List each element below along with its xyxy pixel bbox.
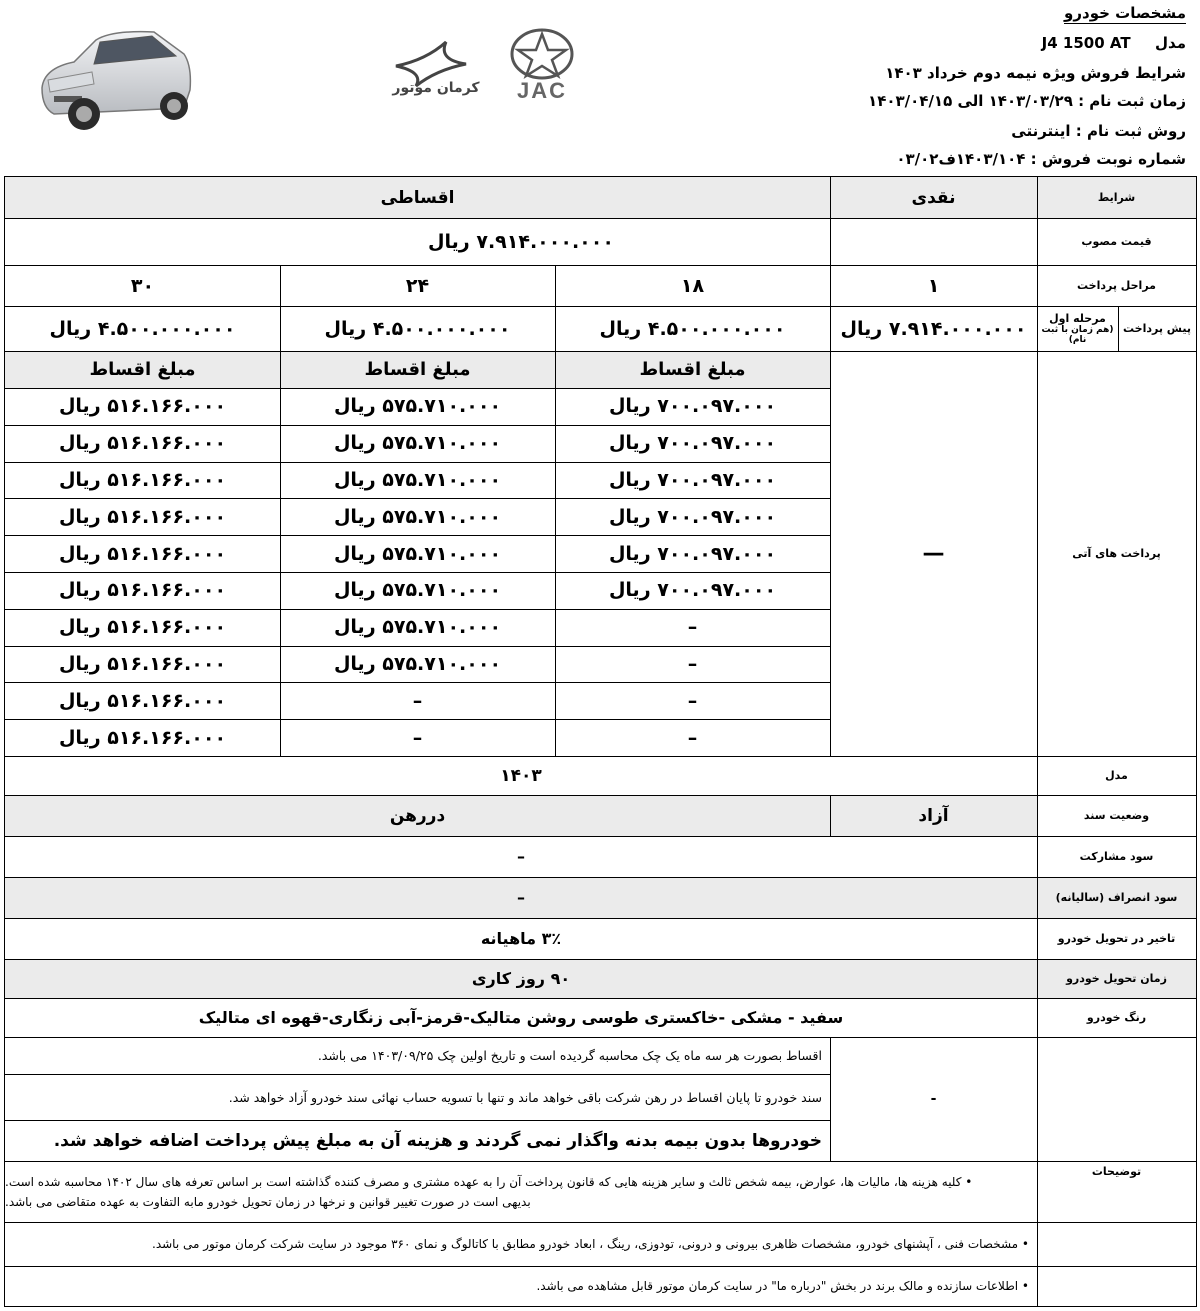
grid-line <box>5 646 830 647</box>
grid-line <box>5 498 830 499</box>
installment-amount: ۵۱۶.۱۶۶.۰۰۰ ریال <box>58 505 227 528</box>
grid-line <box>5 795 1196 796</box>
document-status-cash-cell <box>830 795 1037 836</box>
installment-amount: ۵۷۵.۷۱۰.۰۰۰ ریال <box>333 579 502 602</box>
model-year-label-cell <box>1037 756 1196 795</box>
grid-line <box>5 836 1196 837</box>
colors: سفید - مشکی -خاکستری طوسی روشن متالیک-قرمز-آبی زنگاری-قهوه ای متالیک <box>198 1008 844 1027</box>
first-stage-sub: (هم زمان با ثبت نام) <box>1041 325 1114 345</box>
installment-amount: ۷۰۰.۰۹۷.۰۰۰ ریال <box>608 542 777 565</box>
future-label: پرداخت های آتی <box>1072 547 1161 560</box>
color-label-cell <box>1037 998 1196 1037</box>
grid-line <box>830 795 831 836</box>
installment-amount: ۵۷۵.۷۱۰.۰۰۰ ریال <box>333 652 502 675</box>
model-year: ۱۴۰۳ <box>500 765 542 786</box>
installment-cell <box>555 425 830 462</box>
installment-amount: ۵۱۶.۱۶۶.۰۰۰ ریال <box>58 542 227 565</box>
cancellation-profit-label-cell <box>1037 877 1196 918</box>
installment-amount: ۵۱۶.۱۶۶.۰۰۰ ریال <box>58 726 227 749</box>
installment-amount: ۵۷۵.۷۱۰.۰۰۰ ریال <box>333 616 502 639</box>
installment-amount: – <box>687 726 698 749</box>
stage-value: ۱۸ <box>680 274 705 297</box>
approved-price: ۷.۹۱۴.۰۰۰.۰۰۰ ریال <box>428 230 614 253</box>
stage-18 <box>555 265 830 306</box>
prepayment-30 <box>5 306 280 351</box>
stage-24 <box>280 265 555 306</box>
grid-line <box>5 1037 1196 1038</box>
delivery-time-cell <box>5 959 1037 998</box>
grid-line <box>1037 177 1038 1306</box>
cancellation-profit: – <box>517 888 525 907</box>
stages-label-cell <box>1037 265 1196 306</box>
note-2: سند خودرو تا پایان اقساط در رهن شرکت باقی خواهد ماند و تنها با تسویه حساب نهائی سند خودرو آزاد خواهد شد. <box>228 1089 822 1105</box>
grid-line <box>5 535 830 536</box>
stage-30 <box>5 265 280 306</box>
installment-cell <box>5 462 280 499</box>
grid-line <box>5 719 830 720</box>
prepayment-value: ۴.۵۰۰.۰۰۰.۰۰۰ ریال <box>599 317 786 340</box>
grid-line <box>5 572 830 573</box>
installment-amount: ۵۱۶.۱۶۶.۰۰۰ ریال <box>58 689 227 712</box>
general-note-1a: • کلیه هزینه ها، مالیات ها، عوارض، بیمه شخص ثالث و سایر هزینه هایی که قانون پرداخت آن را به عهده مشتری و مصرف کننده گذاشته است بر اساس تعرفه های سال ۱۴۰۲ محاسبه شده است. <box>5 1174 973 1189</box>
cancellation-profit-label: سود انصراف (سالیانه) <box>1055 891 1178 904</box>
installment-cell <box>5 719 280 756</box>
color-label: رنگ خودرو <box>1086 1011 1147 1024</box>
installment-amount: ۵۱۶.۱۶۶.۰۰۰ ریال <box>58 468 227 491</box>
grid-line <box>5 682 830 683</box>
header-registration-time: زمان ثبت نام : ۱۴۰۳/۰۳/۲۹ الی ۱۴۰۳/۰۴/۱۵ <box>868 92 1186 110</box>
installment-cell <box>280 388 555 425</box>
installment-amount: ۷۰۰.۰۹۷.۰۰۰ ریال <box>608 395 777 418</box>
general-note-1b: بدیهی است در صورت تغییر قوانین و نرخها در زمان تحویل خودرو مابه التفاوت به عهده متقاضی می باشد. <box>5 1194 531 1209</box>
grid-line <box>5 1074 830 1075</box>
cash-future-cell <box>830 351 1037 756</box>
installment-amount: ۷۰۰.۰۹۷.۰۰۰ ریال <box>608 579 777 602</box>
delivery-time: ۹۰ روز کاری <box>471 969 571 988</box>
delivery-delay-cell <box>5 918 1037 959</box>
installment-amount: ۵۱۶.۱۶۶.۰۰۰ ریال <box>58 579 227 602</box>
grid-line <box>5 756 1196 757</box>
partnership-profit-cell <box>5 836 1037 877</box>
grid-line <box>5 918 1196 919</box>
installment-cell <box>280 535 555 572</box>
amount-header-18 <box>555 351 830 388</box>
grid-line <box>5 1161 1196 1162</box>
grid-line <box>5 351 1196 352</box>
installment-cell <box>5 572 280 609</box>
installment-cell <box>555 646 830 683</box>
installment-cell <box>280 425 555 462</box>
installment-cell <box>5 498 280 535</box>
grid-line <box>5 877 1196 878</box>
kerman-motor-logo-text: کرمان موتور <box>392 80 480 96</box>
document-status-label: وضعیت سند <box>1083 809 1150 822</box>
cash-header-cell <box>830 177 1037 218</box>
future-label-cell <box>1037 351 1196 756</box>
grid-line <box>5 998 1196 999</box>
prepayment-label: پیش پرداخت <box>1123 322 1191 335</box>
prepayment-value: ۴.۵۰۰.۰۰۰.۰۰۰ ریال <box>324 317 511 340</box>
grid-line <box>830 177 831 265</box>
grid-line <box>5 306 1196 307</box>
installment-amount: ۷۰۰.۰۹۷.۰۰۰ ریال <box>608 468 777 491</box>
installment-cell <box>5 535 280 572</box>
prepayment-24 <box>280 306 555 351</box>
notes-cash: - <box>930 1091 937 1107</box>
prepayment-cash <box>830 306 1037 351</box>
general-note-1-cell <box>5 1161 1037 1222</box>
installment-cell <box>280 462 555 499</box>
grid-line <box>555 265 556 756</box>
conditions-label-cell <box>1037 177 1196 218</box>
installment-header: اقساطی <box>380 187 455 208</box>
installment-amount: ۵۷۵.۷۱۰.۰۰۰ ریال <box>333 542 502 565</box>
installment-amount: ۵۷۵.۷۱۰.۰۰۰ ریال <box>333 505 502 528</box>
installment-cell <box>5 425 280 462</box>
installment-cell <box>555 719 830 756</box>
header-sale-conditions: شرایط فروش ویژه نیمه دوم خرداد ۱۴۰۳ <box>885 64 1186 82</box>
stage-value: ۲۴ <box>405 274 430 297</box>
amount-header: مبلغ اقساط <box>639 359 746 380</box>
partnership-profit: – <box>517 847 525 866</box>
partnership-profit-label: سود مشارکت <box>1079 850 1154 863</box>
delivery-delay: ۳٪ ماهیانه <box>480 929 562 948</box>
general-note-2: • مشخصات فنی ، آپشنهای خودرو، مشخصات ظاهری بیرونی و درونی، تودوزی، رینگ ، ابعاد خودرو مطابق با کاتالوگ و نمای ۳۶۰ موجود در سایت شرکت کرمان موتور می باشد. <box>152 1237 1029 1251</box>
grid-line <box>5 218 1196 219</box>
grid-line <box>830 1037 831 1161</box>
car-image <box>34 10 194 140</box>
first-stage-label: مرحله اول <box>1049 312 1106 325</box>
cancellation-profit-cell <box>5 877 1037 918</box>
approved-price-cell <box>5 218 1037 265</box>
prepayment-label-cell <box>1118 306 1196 351</box>
delivery-time-label: زمان تحویل خودرو <box>1066 972 1167 985</box>
stage-cash <box>830 265 1037 306</box>
cash-future: — <box>922 541 945 566</box>
colors-cell <box>5 998 1037 1037</box>
installment-cell <box>5 646 280 683</box>
approved-price-label: قیمت مصوب <box>1081 235 1152 248</box>
amount-header-30 <box>5 351 280 388</box>
installment-header-cell <box>5 177 830 218</box>
general-note-3: • اطلاعات سازنده و مالک برند در بخش "درباره ما" در سایت کرمان موتور قابل مشاهده می باشد. <box>536 1279 1029 1293</box>
cash-header: نقدی <box>911 187 956 208</box>
document-status-installment-cell <box>5 795 830 836</box>
delivery-delay-label: تاخیر در تحویل خودرو <box>1057 932 1176 945</box>
prepayment-value: ۴.۵۰۰.۰۰۰.۰۰۰ ریال <box>49 317 236 340</box>
header-model <box>1042 34 1186 52</box>
note-3-cell <box>5 1120 830 1161</box>
note-2-cell <box>5 1074 830 1120</box>
grid-line <box>830 265 831 756</box>
prepayment-18 <box>555 306 830 351</box>
kerman-motor-logo <box>386 30 486 102</box>
first-stage-cell <box>1037 306 1118 351</box>
installment-amount: ۵۱۶.۱۶۶.۰۰۰ ریال <box>58 395 227 418</box>
header-title <box>1064 4 1186 22</box>
stages-label: مراحل پرداخت <box>1077 279 1156 292</box>
model-year-cell <box>5 756 1037 795</box>
grid-line <box>280 265 281 756</box>
grid-line <box>5 1120 830 1121</box>
installment-cell <box>555 498 830 535</box>
header-registration-method: روش ثبت نام : اینترنتی <box>1011 122 1186 140</box>
amount-header: مبلغ اقساط <box>89 359 196 380</box>
header-model-value: J4 1500 AT <box>1041 34 1131 52</box>
amount-header: مبلغ اقساط <box>364 359 471 380</box>
delivery-delay-label-cell <box>1037 918 1196 959</box>
amount-header-24 <box>280 351 555 388</box>
document-status-cash: آزاد <box>918 805 949 826</box>
installment-amount: ۵۱۶.۱۶۶.۰۰۰ ریال <box>58 616 227 639</box>
installment-amount: ۵۷۵.۷۱۰.۰۰۰ ریال <box>333 432 502 455</box>
installment-amount: ۷۰۰.۰۹۷.۰۰۰ ریال <box>608 432 777 455</box>
stage-value: ۳۰ <box>130 274 155 297</box>
installment-cell <box>555 572 830 609</box>
installment-amount: ۵۱۶.۱۶۶.۰۰۰ ریال <box>58 432 227 455</box>
grid-line <box>5 609 830 610</box>
document-status-installment: دررهن <box>389 805 446 826</box>
installment-amount: – <box>687 652 698 675</box>
installment-cell <box>280 572 555 609</box>
note-1-cell <box>5 1037 830 1074</box>
note-1: اقساط بصورت هر سه ماه یک چک محاسبه گردیده است و تاریخ اولین چک ۱۴۰۳/۰۹/۲۵ می باشد. <box>317 1048 822 1063</box>
grid-line <box>1118 306 1119 351</box>
installment-amount: – <box>687 616 698 639</box>
jac-logo-text: JAC <box>516 78 567 103</box>
grid-line <box>5 388 830 389</box>
installment-amount: ۷۰۰.۰۹۷.۰۰۰ ریال <box>608 505 777 528</box>
installment-amount: ۵۱۶.۱۶۶.۰۰۰ ریال <box>58 652 227 675</box>
notes-cash-cell <box>830 1037 1037 1161</box>
installment-cell <box>555 535 830 572</box>
note-3: خودروها بدون بیمه بدنه واگذار نمی گردند و هزینه آن به مبلغ پیش پرداخت اضافه خواهد شد. <box>53 1130 822 1151</box>
conditions-label: شرایط <box>1097 191 1136 204</box>
document-status-label-cell <box>1037 795 1196 836</box>
partnership-profit-label-cell <box>1037 836 1196 877</box>
installment-amount: ۵۷۵.۷۱۰.۰۰۰ ریال <box>333 468 502 491</box>
grid-line <box>5 462 830 463</box>
header-title-text: مشخصات خودرو <box>1064 4 1186 22</box>
model-year-label: مدل <box>1105 769 1128 782</box>
grid-line <box>5 959 1196 960</box>
installment-amount: – <box>687 689 698 712</box>
grid-line <box>5 1266 1196 1267</box>
stage-value: ۱ <box>927 274 940 297</box>
grid-line <box>5 425 830 426</box>
notes-label: توضیحات <box>1091 1165 1142 1178</box>
installment-cell <box>280 682 555 719</box>
installment-cell <box>280 719 555 756</box>
general-note-2-cell <box>5 1222 1037 1266</box>
installment-cell <box>555 388 830 425</box>
grid-line <box>5 265 1196 266</box>
header-model-label: مدل <box>1155 34 1186 52</box>
approved-price-label-cell <box>1037 218 1196 265</box>
installment-cell <box>5 388 280 425</box>
installment-cell <box>555 462 830 499</box>
installment-cell <box>280 498 555 535</box>
installment-cell <box>280 609 555 646</box>
installment-amount: ۵۷۵.۷۱۰.۰۰۰ ریال <box>333 395 502 418</box>
prepayment-value: ۷.۹۱۴.۰۰۰.۰۰۰ ریال <box>840 317 1027 340</box>
grid-line <box>5 1222 1196 1223</box>
header-sale-number: شماره نوبت فروش : ۱۴۰۳/۱۰۴ف۰۳/۰۲ <box>896 150 1186 168</box>
installment-cell <box>555 609 830 646</box>
installment-cell <box>280 646 555 683</box>
installment-cell <box>555 682 830 719</box>
installment-cell <box>5 609 280 646</box>
sales-table <box>4 176 1197 1307</box>
general-note-3-cell <box>5 1266 1037 1306</box>
delivery-time-label-cell <box>1037 959 1196 998</box>
installment-amount: – <box>412 726 423 749</box>
installment-cell <box>5 682 280 719</box>
installment-amount: – <box>412 689 423 712</box>
jac-logo <box>496 28 588 104</box>
